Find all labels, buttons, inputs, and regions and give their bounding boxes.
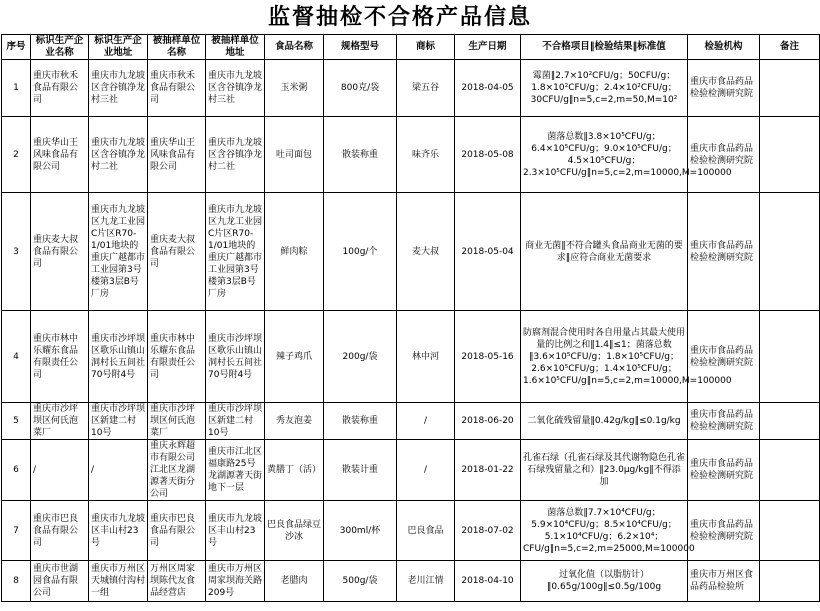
cell-note <box>760 403 820 440</box>
table-row <box>2 403 820 440</box>
cell-row-no: 1 <box>2 60 31 117</box>
col-header-brand: 商标 <box>397 35 455 60</box>
table-row <box>2 440 820 501</box>
cell-brand: / <box>397 403 455 440</box>
cell-food-name: 秀友泡姜 <box>265 403 324 440</box>
cell-spec: 500g/袋 <box>324 561 397 602</box>
cell-mfr-address: 重庆市九龙坡区含谷镇净龙村三社 <box>89 60 148 117</box>
cell-food-name: 老腊肉 <box>265 561 324 602</box>
table-row <box>2 117 820 193</box>
cell-row-no: 7 <box>2 501 31 561</box>
cell-note <box>760 311 820 403</box>
cell-sampled-address: 重庆市九龙坡区含谷镇净龙村二社 <box>206 117 265 193</box>
cell-agency: 重庆市食品药品检验检测研究院 <box>688 193 760 311</box>
col-header-note: 备注 <box>760 35 820 60</box>
cell-mfr-name: 重庆市巴良食品有限公司 <box>31 501 89 561</box>
cell-sampled-address: 重庆市万州区周家坝海关路209号 <box>206 561 265 602</box>
cell-brand: 梁五谷 <box>397 60 455 117</box>
cell-agency: 重庆市食品药品检验检测研究院 <box>688 403 760 440</box>
cell-brand: 林中河 <box>397 311 455 403</box>
cell-food-name: 黄膳丁（活） <box>265 440 324 501</box>
cell-row-no: 4 <box>2 311 31 403</box>
cell-mfr-name: / <box>31 440 89 501</box>
cell-food-name: 玉米粥 <box>265 60 324 117</box>
cell-spec: 200g/袋 <box>324 311 397 403</box>
cell-production-date: 2018-05-08 <box>455 117 521 193</box>
cell-brand: 巴良食品 <box>397 501 455 561</box>
cell-note <box>760 60 820 117</box>
cell-brand: / <box>397 440 455 501</box>
cell-sampled-name: 万州区周家坝陈代友食品经营店 <box>148 561 206 602</box>
cell-agency: 重庆市食品药品检验检测研究院 <box>688 440 760 501</box>
table-row <box>2 193 820 311</box>
cell-row-no: 3 <box>2 193 31 311</box>
cell-production-date: 2018-05-16 <box>455 311 521 403</box>
cell-mfr-address: 重庆市沙坪坝区歌乐山镇山洞村长五间社70号附4号 <box>89 311 148 403</box>
cell-agency: 重庆市食品药品检验检测研究院 <box>688 311 760 403</box>
cell-nonconforming-item: 孔雀石绿（孔雀石绿及其代谢物隐色孔雀石绿残留量之和）‖23.0μg/kg‖不得添加 <box>521 440 688 501</box>
cell-row-no: 8 <box>2 561 31 602</box>
cell-sampled-name: 重庆市林中乐耀东食品有限责任公司 <box>148 311 206 403</box>
cell-note <box>760 501 820 561</box>
col-header-mfr-address: 标识生产企业地址 <box>89 35 148 60</box>
cell-sampled-name: 重庆市巴良食品有限公司 <box>148 501 206 561</box>
cell-agency: 重庆市食品药品检验检测研究院 <box>688 117 760 193</box>
cell-nonconforming-item: 二氧化硫残留量‖0.42g/kg‖≤0.1g/kg <box>521 403 688 440</box>
cell-nonconforming-item: 菌落总数‖3.8×10⁵CFU/g；6.4×10⁵CFU/g；9.0×10⁵CFU/g；4.5×10⁵CFU/g；2.3×10⁵CFU/g‖n=5,c=2,m=10000,M=100000 <box>521 117 688 193</box>
cell-mfr-name: 重庆市林中乐耀东食品有限责任公司 <box>31 311 89 403</box>
cell-brand: 老川江情 <box>397 561 455 602</box>
cell-sampled-address: 重庆市沙坪坝区新建二村10号 <box>206 403 265 440</box>
cell-production-date: 2018-07-02 <box>455 501 521 561</box>
cell-spec: 100g/个 <box>324 193 397 311</box>
cell-nonconforming-item: 菌落总数‖7.7×10⁴CFU/g；5.9×10⁴CFU/g；8.5×10⁴CFU/g；5.1×10⁴CFU/g；6.2×10⁴；CFU/g‖n=5,c=2,m=25000,M=100000 <box>521 501 688 561</box>
col-header-nonconforming-item: 不合格项目‖检验结果‖标准值 <box>521 35 688 60</box>
cell-spec: 散装计重 <box>324 440 397 501</box>
cell-food-name: 吐司面包 <box>265 117 324 193</box>
cell-mfr-address: 重庆市万州区天城镇付沟村一组 <box>89 561 148 602</box>
cell-note <box>760 561 820 602</box>
page-title: 监督抽检不合格产品信息 <box>267 4 532 30</box>
cell-sampled-address: 重庆市九龙坡区九龙工业园C片区R70-1/01地块的重庆广越都市工业园第3号楼第3层B号厂房 <box>206 193 265 311</box>
cell-spec: 散装称重 <box>324 117 397 193</box>
cell-brand: 麦大叔 <box>397 193 455 311</box>
cell-spec: 散装称重 <box>324 403 397 440</box>
cell-production-date: 2018-06-20 <box>455 403 521 440</box>
cell-sampled-address: 重庆市江北区福康路25号龙湖源著天街地下一层 <box>206 440 265 501</box>
cell-mfr-name: 重庆麦大叔食品有限公司 <box>31 193 89 311</box>
col-header-spec: 规格型号 <box>324 35 397 60</box>
col-header-no: 序号 <box>2 35 31 60</box>
cell-nonconforming-item: 过氧化值（以脂肪计）‖0.65g/100g‖≤0.5g/100g <box>521 561 688 602</box>
cell-mfr-address: 重庆市九龙坡区九龙工业园C片区R70-1/01地块的重庆广越都市工业园第3号楼第3层B号厂房 <box>89 193 148 311</box>
cell-mfr-address: 重庆市沙坪坝区新建二村10号 <box>89 403 148 440</box>
table-row <box>2 561 820 602</box>
cell-mfr-name: 重庆市沙坪坝区何氏泡菜厂 <box>31 403 89 440</box>
cell-agency: 重庆市食品药品检验检测研究院 <box>688 501 760 561</box>
cell-production-date: 2018-04-10 <box>455 561 521 602</box>
nonconforming-products-table <box>1 34 820 602</box>
cell-mfr-address: 重庆市九龙坡区丰山村23号 <box>89 501 148 561</box>
cell-nonconforming-item: 霉菌‖2.7×10²CFU/g；50CFU/g；1.8×10²CFU/g；2.4×10²CFU/g；30CFU/g‖n=5,c=2,m=50,M=10² <box>521 60 688 117</box>
col-header-production-date: 生产日期 <box>455 35 521 60</box>
cell-production-date: 2018-05-04 <box>455 193 521 311</box>
cell-note <box>760 117 820 193</box>
cell-sampled-name: 重庆市沙坪坝区何氏泡菜厂 <box>148 403 206 440</box>
cell-row-no: 2 <box>2 117 31 193</box>
table-row <box>2 501 820 561</box>
cell-spec: 800克/袋 <box>324 60 397 117</box>
cell-food-name: 辣子鸡爪 <box>265 311 324 403</box>
cell-production-date: 2018-01-22 <box>455 440 521 501</box>
table-row <box>2 60 820 117</box>
cell-food-name: 鲜肉粽 <box>265 193 324 311</box>
cell-mfr-name: 重庆华山王风味食品有限公司 <box>31 117 89 193</box>
cell-sampled-address: 重庆市九龙坡区含谷镇净龙村三社 <box>206 60 265 117</box>
cell-mfr-name: 重庆市秋禾食品有限公司 <box>31 60 89 117</box>
col-header-mfr-name: 标识生产企业名称 <box>31 35 89 60</box>
cell-mfr-address: / <box>89 440 148 501</box>
cell-sampled-address: 重庆市沙坪坝区歌乐山镇山洞村长五间社70号附4号 <box>206 311 265 403</box>
cell-mfr-name: 重庆市世湖园食品有限公司 <box>31 561 89 602</box>
col-header-food-name: 食品名称 <box>265 35 324 60</box>
cell-nonconforming-item: 防腐剂混合使用时各自用量占其最大使用量的比例之和‖1.4‖≤1；菌落总数‖3.6×10⁵CFU/g；1.8×10⁵CFU/g；2.6×10⁵CFU/g；1.4×10⁵CFU/g；1.6×10⁵CFU/g‖n=5,c=2,m=10000,M=100000 <box>521 311 688 403</box>
cell-note <box>760 193 820 311</box>
cell-row-no: 5 <box>2 403 31 440</box>
header-row <box>2 35 820 60</box>
cell-sampled-name: 重庆市秋禾食品有限公司 <box>148 60 206 117</box>
cell-sampled-address: 重庆市九龙坡区丰山村23号 <box>206 501 265 561</box>
col-header-sampled-address: 被抽样单位地址 <box>206 35 265 60</box>
cell-production-date: 2018-04-05 <box>455 60 521 117</box>
table-row <box>2 311 820 403</box>
cell-agency: 重庆市食品药品检验检测研究院 <box>688 60 760 117</box>
cell-row-no: 6 <box>2 440 31 501</box>
cell-brand: 味齐乐 <box>397 117 455 193</box>
cell-sampled-name: 重庆麦大叔食品有限公司 <box>148 193 206 311</box>
cell-sampled-name: 重庆华山王风味食品有限公司 <box>148 117 206 193</box>
col-header-sampled-name: 被抽样单位名称 <box>148 35 206 60</box>
cell-agency: 重庆市万州区食品药品检验所 <box>688 561 760 602</box>
cell-nonconforming-item: 商业无菌‖不符合罐头食品商业无菌的要求‖应符合商业无菌要求 <box>521 193 688 311</box>
cell-mfr-address: 重庆市九龙坡区含谷镇净龙村二社 <box>89 117 148 193</box>
col-header-agency: 检验机构 <box>688 35 760 60</box>
cell-food-name: 巴良食品绿豆沙冰 <box>265 501 324 561</box>
cell-note <box>760 440 820 501</box>
cell-sampled-name: 重庆永辉超市有限公司江北区龙湖源著天街分公司 <box>148 440 206 501</box>
cell-spec: 300ml/杯 <box>324 501 397 561</box>
